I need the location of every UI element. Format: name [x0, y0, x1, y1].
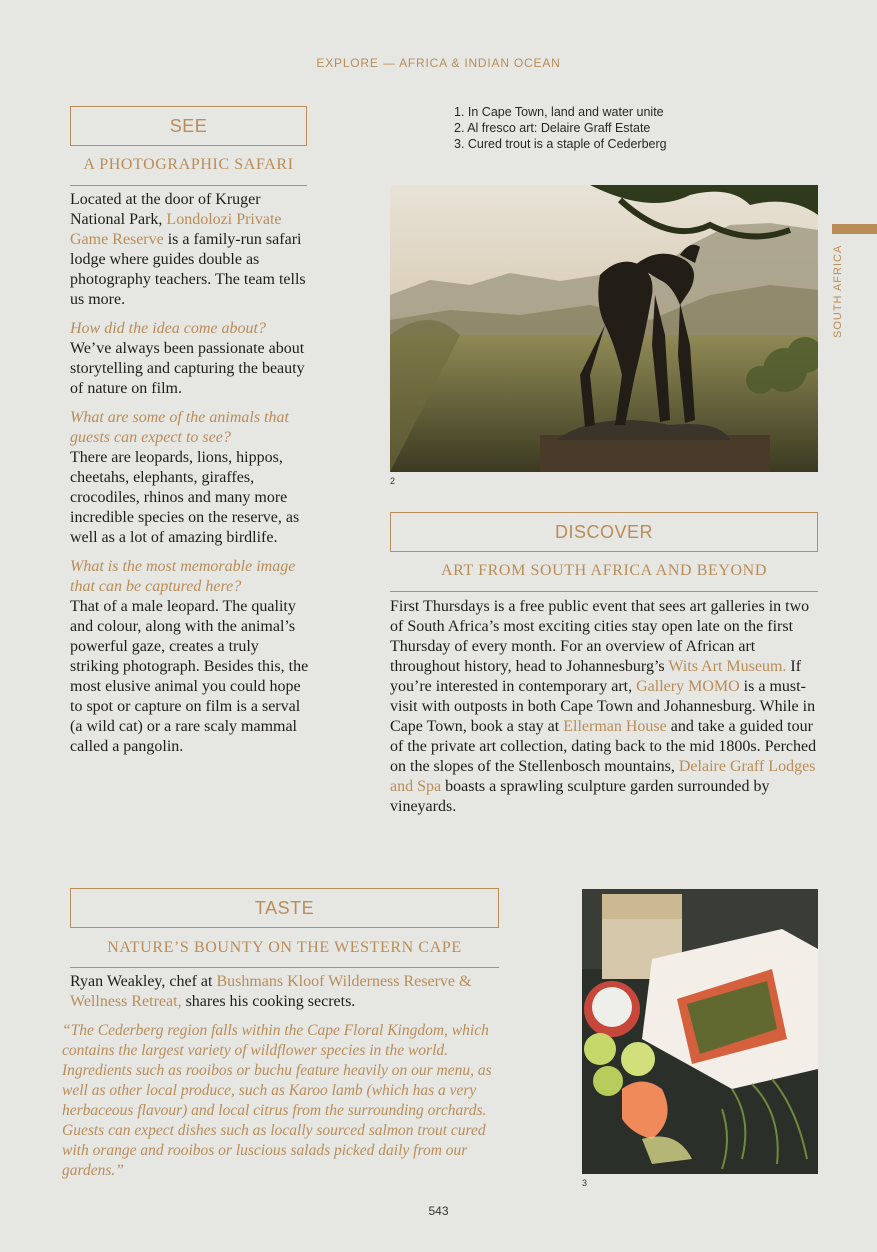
see-answer-1: We’ve always been passionate about storytelling and capturing the beauty of nature on film.: [70, 340, 305, 397]
discover-text-4: and take a guided tour of the private art collection, dating back to the mid 1800s. Perched on the slopes of the Stellenbosch mountains,: [390, 718, 817, 775]
gallery-momo-link[interactable]: Gallery MOMO: [636, 678, 740, 695]
side-tab-label: [826, 240, 850, 340]
taste-intro: [70, 972, 502, 1012]
taste-text-2: shares his cooking secrets.: [185, 993, 356, 1010]
chef-quote: “The Cederberg region falls within the Cape Floral Kingdom, which contains the largest variety of wildflower species in the world. Ingredients such as rooibos or buchu feature heavily on our menu, as well as other local produce, such as Karoo lamb (which has a very herbaceous flavour) and local citrus from the surrounding orchards. Guests can expect dishes such as locally sourced salmon trout cured with orange and rooibos or luscious salads picked daily from our gardens.”: [62, 1022, 492, 1179]
see-intro-text-2: is a family-run safari lodge where guides double as photography teachers. The team tells us more.: [70, 231, 306, 308]
see-answer-3: That of a male leopard. The quality and colour, along with the animal’s powerful gaze, creates a truly striking photograph. Besides this, the most elusive animal you could hope to spot or capture on film is a serval (a wild cat) or a rare scaly mammal called a pangolin.: [70, 598, 309, 755]
discover-article: [390, 597, 820, 817]
figure-3-number: 3: [582, 1178, 588, 1188]
cheetah-sculpture-image: [390, 185, 818, 472]
bushmans-kloof-link[interactable]: Bushmans Kloof Wilderness Reserve & Wellness Retreat,: [70, 973, 472, 1010]
caption-2: 2. Al fresco art: Delaire Graff Estate: [454, 121, 651, 135]
caption-3: 3. Cured trout is a staple of Cederberg: [454, 137, 667, 151]
discover-text-3: is a must-visit with outposts in both Cape Town and Johannesburg. While in Cape Town, book a stay at: [390, 678, 816, 735]
discover-section-heading: DISCOVER: [390, 512, 818, 552]
ellerman-house-link[interactable]: Ellerman House: [563, 718, 667, 735]
see-question-1: How did the idea come about?: [70, 320, 266, 337]
taste-section-heading: TASTE: [70, 888, 499, 928]
see-section-heading: SEE: [70, 106, 307, 146]
taste-text-1: Ryan Weakley, chef at: [70, 973, 213, 990]
londolozi-link[interactable]: Londolozi Private Game Reserve: [70, 211, 282, 248]
side-tab-text: SOUTH AFRICA: [832, 244, 844, 338]
see-question-2: What are some of the animals that guests can expect to see?: [70, 409, 289, 446]
see-subtitle: A PHOTOGRAPHIC SAFARI: [70, 154, 307, 186]
discover-text-1: First Thursdays is a free public event that sees art galleries in two of South Africa’s most exciting cities stay open late on the first Thursday of every month. For an overview of African art throughout history, head to Johannesburg’s: [390, 598, 810, 675]
see-answer-2: There are leopards, lions, hippos, cheetahs, elephants, giraffes, crocodiles, rhinos and many more incredible species on the reserve, as well as a lot of amazing birdlife.: [70, 449, 300, 546]
caption-1: 1. In Cape Town, land and water unite: [454, 105, 664, 119]
see-article: [70, 190, 310, 757]
delaire-graff-link[interactable]: Delaire Graff Lodges and Spa: [390, 758, 816, 795]
page-number: 543: [428, 1204, 449, 1218]
see-intro-text-1: Located at the door of Kruger National Park,: [70, 191, 261, 228]
page-header: EXPLORE — AFRICA & INDIAN OCEAN: [316, 56, 561, 70]
see-question-3: What is the most memorable image that can be captured here?: [70, 558, 296, 595]
taste-subtitle: NATURE’S BOUNTY ON THE WESTERN CAPE: [70, 937, 499, 968]
discover-text-2: If you’re interested in contemporary art,: [390, 658, 802, 695]
caption-list: [454, 104, 667, 152]
cured-trout-photo: [582, 889, 818, 1174]
discover-subtitle: ART FROM SOUTH AFRICA AND BEYOND: [390, 560, 818, 592]
cured-trout-image: [582, 889, 818, 1174]
see-intro: [70, 190, 310, 310]
wits-art-museum-link[interactable]: Wits Art Museum.: [668, 658, 787, 675]
figure-2-number: 2: [390, 476, 396, 486]
side-tab-bar: [832, 224, 877, 234]
discover-text-5: boasts a sprawling sculpture garden surrounded by vineyards.: [390, 778, 770, 815]
cheetah-sculpture-photo: [390, 185, 818, 472]
